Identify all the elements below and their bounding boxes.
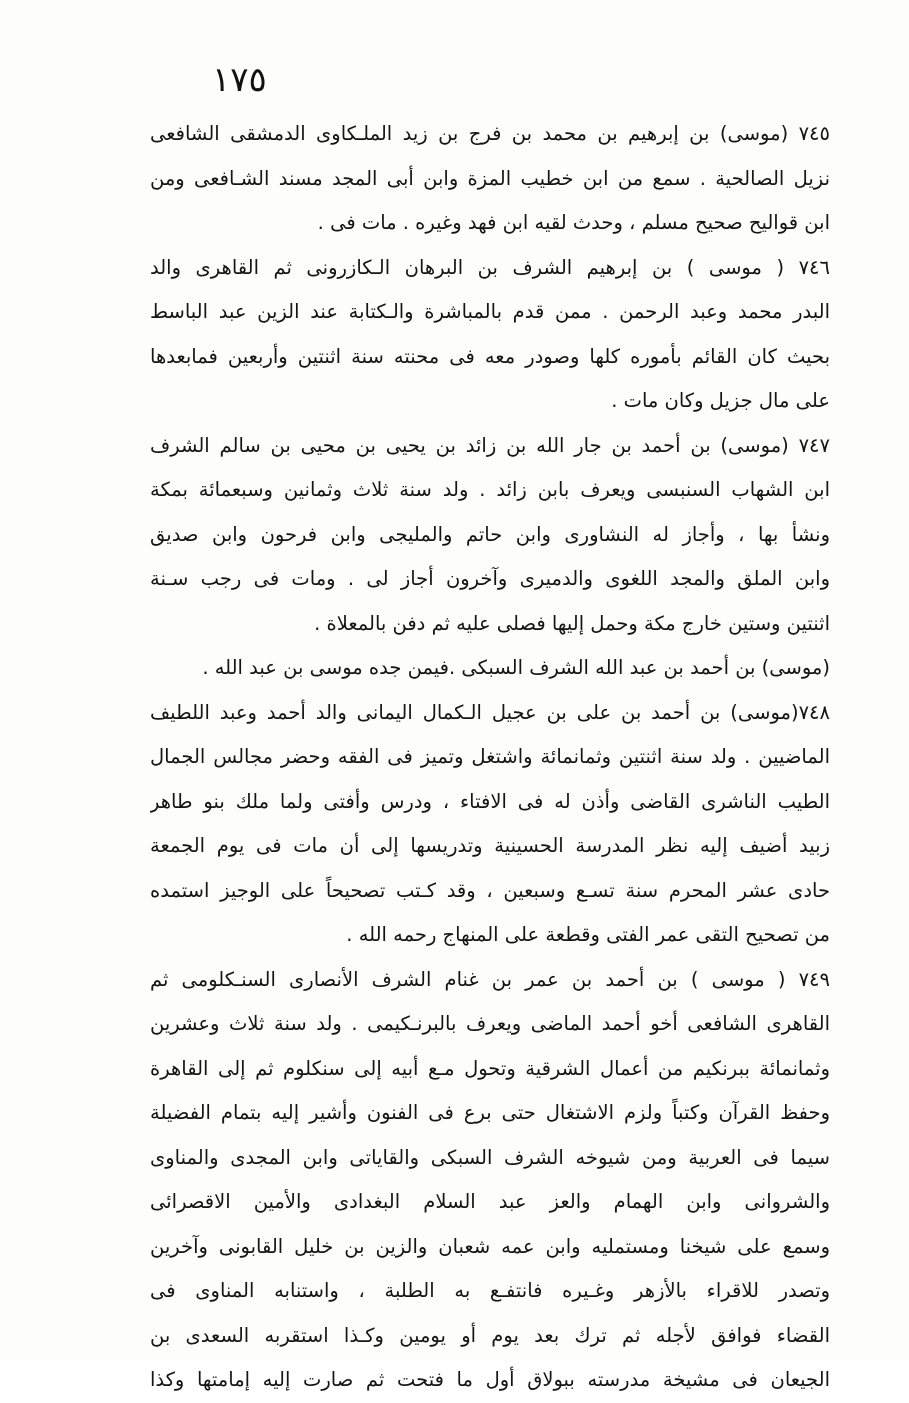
text-line: من تصحيح التقى عمر الفتى وقطعة على المنهاج رحمه الله . — [346, 923, 830, 946]
text-line: (موسى) بن أحمد بن عبد الله الشرف السبكى .فيمن جده موسى بن عبد الله . — [202, 656, 830, 679]
text-line: وحفظ القرآن وكتباً ولزم الاشتغال حتى برع فى الفنون وأشير إليه بتمام الفضيلة — [150, 1101, 830, 1124]
text-line: سيما فى العربية ومن شيوخه الشرف السبكى والقاياتى وابن المجدى والمناوى — [150, 1145, 830, 1169]
text-line: ٧٤٦ ( موسى ) بن إبرهيم الشرف بن البرهان الـكازرونى ثم القاهرى والد — [150, 255, 830, 279]
text-line: الجيعان فى مشيخة مدرسته ببولاق أول ما فتحت ثم صارت إليه إمامتها وكذا — [150, 1368, 830, 1391]
body-text — [150, 112, 830, 1403]
text-line: وثمانمائة ببرنكيم من أعمال الشرقية وتحول مـع أبيه إلى سنكلوم ثم إلى القاهرة — [150, 1056, 830, 1080]
text-line: الماضيين . ولد سنة اثنتين وثمانمائة واشتغل وتميز فى الفقه وحضر مجالس الجمال — [150, 745, 830, 768]
text-line: على مال جزيل وكان مات . — [611, 389, 830, 412]
text-line: ٧٤٧ (موسى) بن أحمد بن جار الله بن زائد بن يحيى بن محيى بن سالم الشرف — [150, 433, 830, 457]
text-line: اثنتين وستين خارج مكة وحمل إليها فصلى عليه ثم دفن بالمعلاة . — [314, 611, 830, 635]
text-line: حادى عشر المحرم سنة تسـع وسبعين ، وقد كـتب تصحيحاً على الوجيز استمده — [150, 878, 830, 902]
text-line: وتصدر للاقراء بالأزهر وغـيره فانتفـع به الطلبة ، واستنابه المناوى فى — [150, 1279, 830, 1302]
text-line: البدر محمد وعبد الرحمن . ممن قدم بالمباشرة والـكتابة عند الزين عبد الباسط — [150, 300, 830, 323]
text-line: نزيل الصالحية . سمع من ابن خطيب المزة وابن أبى المجد مسند الشـافعى ومن — [150, 166, 830, 190]
text-line: الطيب الناشرى القاضى وأذن له فى الافتاء ، ودرس وأفتى ولما ملك بنو طاهر — [150, 789, 830, 813]
text-line: القضاء فوافق لأجله ثم ترك بعد يوم أو يومين وكـذا استقربه السعدى بن — [150, 1323, 830, 1347]
text-line: وابن الملق والمجد اللغوى والدميرى وآخرون أجاز لى . ومات فى رجب سـنة — [150, 567, 830, 590]
page-number: ١٧٥ — [212, 60, 267, 100]
text-line: ابن الشهاب السنبسى ويعرف بابن زائد . ولد سنة ثلاث وثمانين وسبعمائة بمكة — [150, 478, 830, 501]
text-line: بحيث كان القائم بأموره كلها وصودر معه فى محنته سنة اثنتين وأربعين فمابعدها — [150, 344, 830, 368]
text-line: القاهرى الشافعى أخو أحمد الماضى ويعرف بالبرنـكيمى . ولد سنة ثلاث وعشرين — [150, 1012, 830, 1035]
text-line: والشروانى وابن الهمام والعز عبد السلام البغدادى والأمين الاقصرائى — [150, 1190, 830, 1213]
text-line: زبيد أضيف إليه نظر المدرسة الحسينية وتدريسها إلى أن مات فى يوم الجمعة — [150, 834, 830, 857]
text-line: وسمع على شيخنا ومستمليه وابن عمه شعبان والزين بن خليل القابونى وآخرين — [150, 1234, 830, 1258]
text-line: ونشأ بها ، وأجاز له النشاورى وابن حاتم والمليجى وابن فرحون وابن صديق — [150, 522, 830, 546]
text-line: ٧٤٨(موسى) بن أحمد بن على بن عجيل الـكمال اليمانى والد أحمد وعبد اللطيف — [150, 700, 830, 724]
text-line: ابن قواليح صحيح مسلم ، وحدث لقيه ابن فهد وغيره . مات فى . — [317, 211, 830, 234]
text-line: ٧٤٥ (موسى) بن إبرهيم بن محمد بن فرج بن زيد الملـكاوى الدمشقى الشافعى — [150, 122, 830, 145]
text-line: ٧٤٩ ( موسى ) بن أحمد بن عمر بن غنام الشرف الأنصارى السنـكلومى ثم — [150, 967, 830, 991]
